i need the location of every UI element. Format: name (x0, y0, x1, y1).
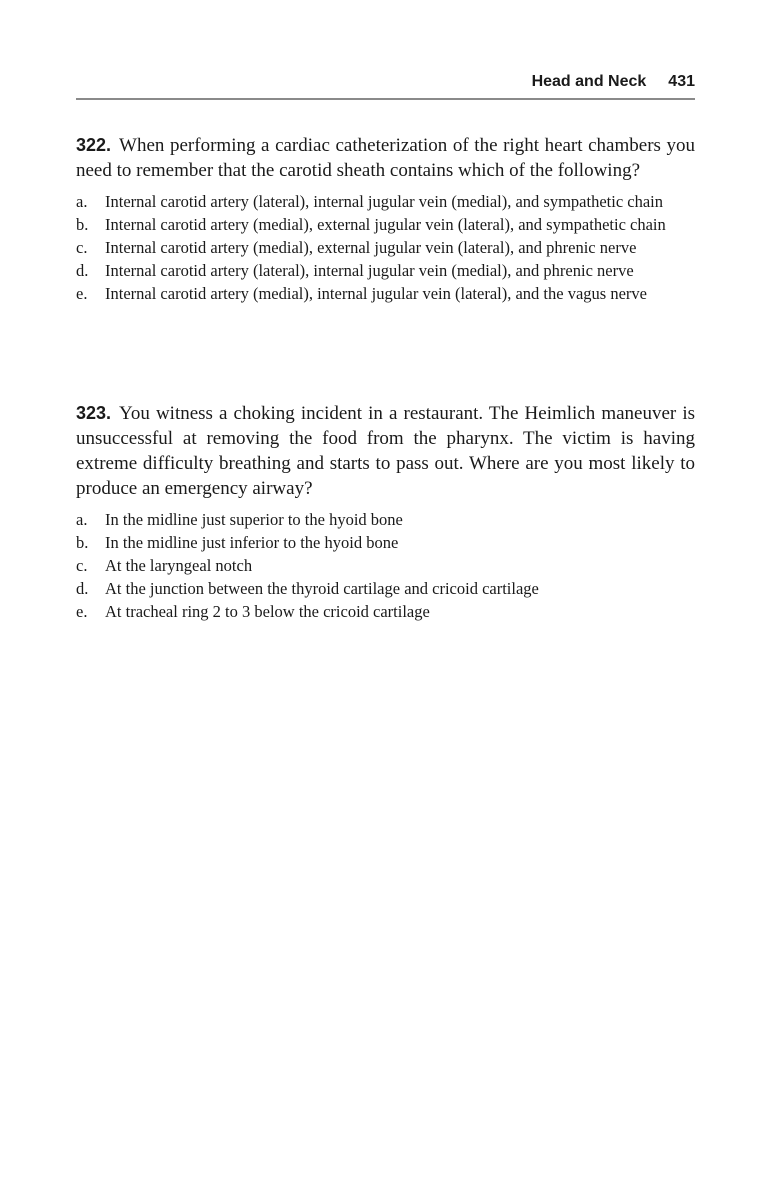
option-letter: e. (76, 284, 88, 303)
option-d (76, 259, 695, 282)
header-rule (76, 98, 695, 100)
option-b (76, 531, 695, 554)
option-text: Internal carotid artery (lateral), internal jugular vein (medial), and sympathetic chain (105, 192, 664, 211)
option-e (76, 600, 695, 623)
option-text: Internal carotid artery (medial), internal jugular vein (lateral), and the vagus nerve (105, 284, 647, 303)
option-a (76, 508, 695, 531)
option-letter: d. (76, 261, 89, 280)
running-head (76, 70, 695, 94)
question-stem (76, 133, 695, 183)
option-c (76, 554, 695, 577)
option-b (76, 213, 695, 236)
option-letter: e. (76, 602, 88, 621)
question-text: You witness a choking incident in a restaurant. The Heimlich maneuver is unsuccessful at removing the food from the pharynx. The victim is having extreme difficulty breathing and starts to pass out. Where are you most likely to produce an emergency airway? (76, 403, 695, 499)
answer-options (76, 190, 695, 305)
question-number: 323. (76, 403, 112, 423)
answer-options (76, 508, 695, 623)
option-c (76, 236, 695, 259)
question-323 (76, 401, 695, 623)
option-d (76, 577, 695, 600)
question-stem (76, 401, 695, 501)
option-letter: b. (76, 533, 89, 552)
option-text: At the junction between the thyroid cartilage and cricoid cartilage (105, 579, 539, 598)
option-letter: d. (76, 579, 89, 598)
option-text: At the laryngeal notch (105, 556, 253, 575)
page-number: 431 (668, 73, 695, 90)
question-text: When performing a cardiac catheterization of the right heart chambers you need to remember that the carotid sheath contains which of the following? (76, 135, 695, 181)
option-text: Internal carotid artery (medial), external jugular vein (lateral), and sympathetic chain (105, 215, 666, 234)
option-letter: c. (76, 238, 88, 257)
option-letter: c. (76, 556, 88, 575)
option-letter: a. (76, 510, 88, 529)
option-letter: a. (76, 192, 88, 211)
question-number: 322. (76, 135, 112, 155)
option-e (76, 282, 695, 305)
option-text: At tracheal ring 2 to 3 below the cricoid cartilage (105, 602, 430, 621)
section-title: Head and Neck (531, 73, 647, 90)
option-a (76, 190, 695, 213)
option-text: In the midline just superior to the hyoid bone (105, 510, 403, 529)
question-322 (76, 133, 695, 305)
option-text: Internal carotid artery (lateral), internal jugular vein (medial), and phrenic nerve (105, 261, 634, 280)
option-letter: b. (76, 215, 89, 234)
option-text: Internal carotid artery (medial), external jugular vein (lateral), and phrenic nerve (105, 238, 637, 257)
option-text: In the midline just inferior to the hyoid bone (105, 533, 399, 552)
